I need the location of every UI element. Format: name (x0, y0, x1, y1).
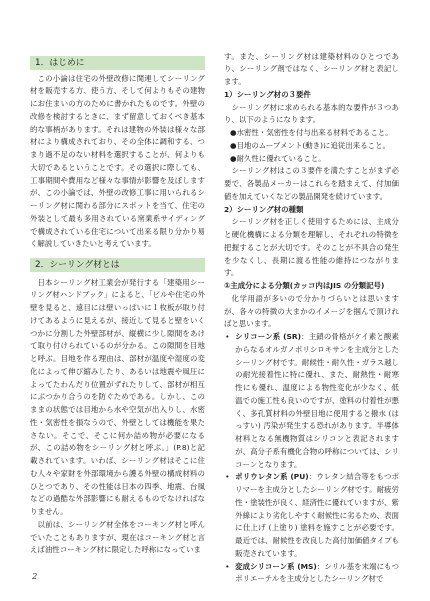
list-item: ●耐久性に優れていること。 (229, 153, 326, 163)
paragraph-requirements-outro: シーリング材はこの３要件を満たすことがまず必要で、各製品メーカーはこれらを踏まえて、付加価値を加えていくなどの製品開発を続けています。 (224, 166, 399, 201)
paragraph-classification-intro: 化学用語が多いので分かりづらいとは思いますが、各々の特徴の大まかのイメージを掴んで頂ければと思います。 (224, 293, 399, 329)
subheading-classification-by-component: ①主成分による分類(カッコ内はJIS の分類記号) (224, 281, 385, 291)
list-item: ●水密性・気密性を付与出来る材料であること。 (229, 128, 393, 138)
sealant-type-term: シリコーン系 (SR) (235, 332, 301, 342)
section-heading-introduction: 1．はじめに (30, 56, 205, 70)
right-column (224, 51, 399, 587)
bullet-marker: • (225, 332, 230, 342)
sealant-type-description: ：ウレタン結合等をもつポリマーを主成分としたシーリング材です。耐疲労性・塗装性が良く、経済性に優れていますが、紫外線により劣化しやすく耐候性に劣るため、表面に仕上げ (上塗り) 塗料を施すことが必要です。最近では、耐候性を改良した高付加価値タイプも販売されています。 (235, 472, 399, 558)
sealant-type-description: ：主鎖の骨格がケイ素と酸素からなるオルガノポリシロキサンを主成分としたシーリング材です。耐候性・耐久性・ガラス越しの耐光接着性に特に優れ、また、耐熱性・耐寒性にも優れ、温度による物性変化が少なく、低温での施工性も良いのですが、塗料の付着性が悪く、多孔質材料の外壁目地に使用すると撥水 (はっすい) 汚染が発生する恐れがあります。半導体材料となる無機物質はシリコンと表記されますが、高分子系有機化合物の呼称については、シリコーンとなります。 (235, 332, 399, 469)
paragraph-requirements-intro: シーリング材に求められる基本的な要件が３つあり、以下のようになります。 (224, 102, 399, 125)
sealant-type-item-modified-silicone (224, 561, 399, 587)
list-item: ●目地のムーブメント(動き)に追従出来ること。 (229, 140, 390, 150)
sealant-type-item-silicone (224, 331, 399, 471)
paragraph-continuation: す。また、シーリング材は建築材料のひとつであり、シーリング剤ではなく、シーリング材と表記します。 (224, 51, 399, 87)
requirements-list (224, 127, 399, 165)
subheading-sealant-types: 2）シーリング材の種類 (224, 204, 304, 214)
left-column (30, 56, 205, 557)
sealant-type-term: 変成シリコーン系 (MS) (235, 561, 317, 571)
sealant-type-term: ポリウレタン系 (PU) (235, 472, 309, 482)
subheading-three-requirements: 1）シーリング材の３要件 (224, 89, 311, 99)
paragraph-introduction: この小論は住宅の外壁改修に関連してシーリング材を販売する方、使う方、そして何よりもその建物にお住まいの方のために書かれたものです。外壁の改修を検討するときに、まず留意しておくべき基本的な事柄があります。それは建物の外装は様々な部材により構成されており、その全体に調和する、つまり過不足のない材料を選択することが、何よりも大切であるということです。その選択に際しても、工事期間や費用など様々な事情が影響を及ぼしますが、この小論では、外壁の改修工事に用いられるシーリング材に関わる部分にスポットを当て、住宅の外装として最も多用されている窯業系サイディングで構成されている住宅について出来る限り分かり易く解説していきたいと考えています。 (30, 73, 205, 249)
paragraph-types-body: シーリング材を正しく使用するためには、主成分と硬化機構による分類を理解し、それぞれの特徴を把握することが大切です。そのことが不具合の発生を少なくし、長期に渡る性能の維持につながります。 (224, 217, 399, 278)
section-what-is-sealant (30, 258, 205, 557)
sealant-type-description: ：シリル基を末端にもつポリエーテルを主成分としたシーリング材で (235, 561, 400, 584)
paragraph-handbook-quote: 日本シーリング材工業会が発行する「建築用シーリング材ハンドブック」によると、「ビルや住宅の外壁を見ると、遠目には壁いっぱいに１枚板が取り付けてあるように見えるが、接近して見ると壁をいくつかに分割した外壁部材が、縦横に少し隙間をあけて取り付けられているのが分かる。この隙間を目地と呼ぶ。目地を作る理由は、部材が温度や湿度の変化によって伸び縮みしたり、あるいは地震や風圧によってたわんだり位置がずれたりして、部材が相互にぶつかり合うのを防ぐためである。しかし、このままの状態では目地から水や空気が出入りし、水密性・気密性を損なうので、外壁としては機能を果たさない。そこで、そこに何か詰め物が必要になるが、この詰め物をシーリング材と呼ぶ。」(P.8)と記載されています。いわば、シーリング材はそこに住む人々や家財を外部環境から護る外壁の構成材料のひとつであり、その性能は日本の四季、地震、台風などの過酷な外部影響にも耐えるものでなければなりません。 (30, 277, 205, 517)
section-introduction (30, 56, 205, 251)
section-heading-what-is-sealant: 2．シーリング材とは (30, 258, 205, 272)
bullet-marker: • (225, 472, 230, 482)
paragraph-caulking-note: 以前は、シーリング材全体をコーキング材と呼んでいたこともありますが、現在はコーキング材と言えば油性コーキング材に限定した呼称になっていま (30, 519, 205, 555)
sealant-type-item-polyurethane (224, 471, 399, 560)
page-number: 2 (32, 572, 38, 582)
bullet-marker: • (225, 561, 230, 571)
